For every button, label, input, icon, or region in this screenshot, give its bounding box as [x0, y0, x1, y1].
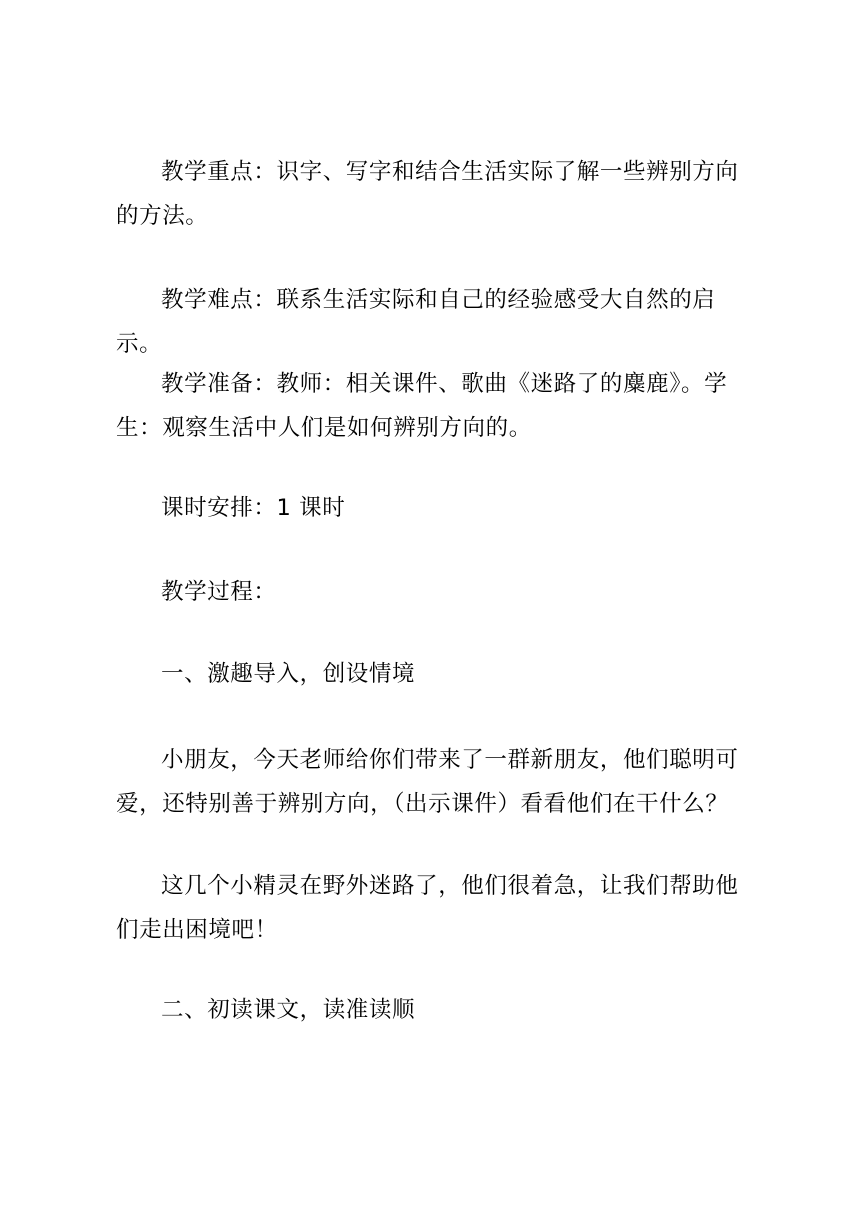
- paragraph-class-schedule: 课时安排：1 课时: [161, 495, 346, 521]
- paragraph-teaching-process: 教学过程：: [161, 579, 277, 605]
- section-heading-2: 二、初读课文，读准读顺: [161, 997, 416, 1023]
- paragraph-teaching-preparation: 教学准备：教师：相关课件、歌曲《迷路了的麋鹿》。学生：观察生活中人们是如何辨别方向的。: [116, 371, 728, 441]
- section-heading-1: 一、激趣导入，创设情境: [161, 661, 416, 687]
- paragraph-teaching-difficulty: 教学难点：联系生活实际和自己的经验感受大自然的启示。: [116, 287, 716, 357]
- paragraph-teaching-focus: 教学重点：识字、写字和结合生活实际了解一些辨别方向的方法。: [116, 159, 739, 229]
- paragraph-intro-2: 这几个小精灵在野外迷路了，他们很着急，让我们帮助他们走出困境吧！: [116, 873, 739, 943]
- paragraph-intro-1: 小朋友，今天老师给你们带来了一群新朋友，他们聪明可爱，还特别善于辨别方向，（出示课件）看看他们在干什么？: [116, 747, 739, 817]
